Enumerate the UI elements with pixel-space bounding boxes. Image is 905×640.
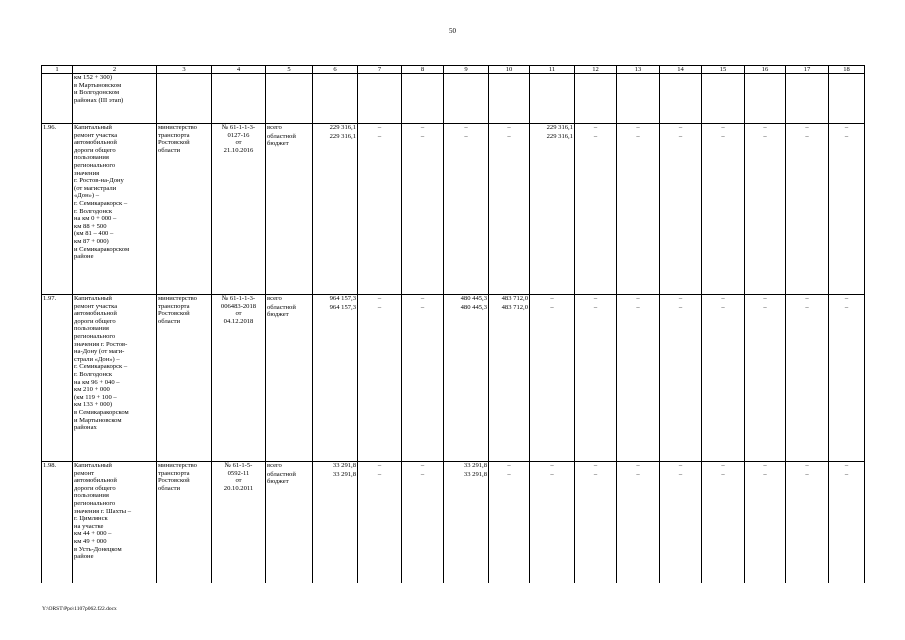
value-cell: 33 291,8 <box>444 462 489 471</box>
value-cell: 480 445,3 <box>444 304 489 462</box>
value-cell: – <box>575 304 617 462</box>
col-number-header: 1 <box>42 66 73 74</box>
value-cell: 33 291,8 <box>313 462 358 471</box>
value-cell: – <box>702 133 745 295</box>
value-cell: – <box>575 471 617 583</box>
value-cell: – <box>745 304 786 462</box>
value-cell: – <box>358 471 402 583</box>
value-cell: 229 316,1 <box>313 133 358 295</box>
col-number-header: 2 <box>73 66 157 74</box>
column-number-row <box>42 66 865 74</box>
value-cell: – <box>402 462 444 471</box>
value-cell: – <box>575 124 617 133</box>
col-number-header: 3 <box>157 66 212 74</box>
value-cell: – <box>617 304 660 462</box>
value-cell: – <box>829 124 865 133</box>
file-path: Y:\ORST\Ppo\1107p062.f22.docx <box>42 606 117 612</box>
row-number: 1.98. <box>42 462 73 583</box>
value-cell: – <box>786 295 829 304</box>
value-cell: – <box>660 471 702 583</box>
value-cell: 229 316,1 <box>313 124 358 133</box>
customer: министерство транспорта Ростовской области <box>157 462 212 583</box>
col-number-header: 7 <box>358 66 402 74</box>
value-cell: – <box>660 462 702 471</box>
row-number: 1.97. <box>42 295 73 462</box>
value-cell: – <box>660 295 702 304</box>
value-cell: – <box>575 295 617 304</box>
value-cell: – <box>786 133 829 295</box>
value-cell: 229 316,1 <box>530 124 575 133</box>
value-cell: – <box>402 124 444 133</box>
value-cell: – <box>829 295 865 304</box>
program-table <box>41 65 865 583</box>
value-cell: – <box>660 124 702 133</box>
value-cell: – <box>702 471 745 583</box>
project-row-total <box>42 462 865 471</box>
document-ref: № 61-1-5- 0592-11 от 20.10.2011 <box>212 462 266 583</box>
value-cell: 229 316,1 <box>530 133 575 295</box>
col-number-header: 8 <box>402 66 444 74</box>
value-cell: – <box>444 124 489 133</box>
continuation-row <box>42 74 865 124</box>
value-cell: – <box>745 295 786 304</box>
funding-source: областной бюджет <box>266 304 313 462</box>
value-cell: – <box>358 304 402 462</box>
value-cell: – <box>702 124 745 133</box>
value-cell: – <box>530 295 575 304</box>
col-number-header: 11 <box>530 66 575 74</box>
col-number-header: 6 <box>313 66 358 74</box>
col-number-header: 14 <box>660 66 702 74</box>
value-cell: – <box>829 304 865 462</box>
value-cell: – <box>489 124 530 133</box>
value-cell: – <box>660 304 702 462</box>
value-cell: – <box>444 133 489 295</box>
col-number-header: 13 <box>617 66 660 74</box>
value-cell: – <box>530 304 575 462</box>
value-cell: – <box>358 124 402 133</box>
value-cell: – <box>786 471 829 583</box>
value-cell: – <box>530 471 575 583</box>
value-cell: – <box>702 295 745 304</box>
funding-source: областной бюджет <box>266 471 313 583</box>
col-number-header: 17 <box>786 66 829 74</box>
value-cell: – <box>702 462 745 471</box>
row-number: 1.96. <box>42 124 73 295</box>
funding-source: всего <box>266 295 313 304</box>
value-cell: – <box>617 133 660 295</box>
customer: министерство транспорта Ростовской области <box>157 124 212 295</box>
value-cell: – <box>829 462 865 471</box>
page-number: 50 <box>449 27 456 35</box>
project-row-total <box>42 124 865 133</box>
value-cell: – <box>402 304 444 462</box>
value-cell: – <box>402 471 444 583</box>
value-cell: 33 291,8 <box>313 471 358 583</box>
value-cell: – <box>489 471 530 583</box>
col-number-header: 5 <box>266 66 313 74</box>
value-cell: – <box>617 295 660 304</box>
object-name: Капитальный ремонт автомобильной дороги общего пользования регионального значения г. Шахты – г. Цимлянск на участке км 44 + 000 – км 49 + 000 в Усть-Донецком районе <box>73 462 157 583</box>
value-cell: 483 712,0 <box>489 304 530 462</box>
value-cell: – <box>786 462 829 471</box>
value-cell: – <box>489 462 530 471</box>
value-cell: – <box>617 462 660 471</box>
document-ref: № 61-1-1-3- 0127-16 от 21.10.2016 <box>212 124 266 295</box>
funding-source: всего <box>266 462 313 471</box>
value-cell: – <box>530 462 575 471</box>
object-name: Капитальный ремонт участка автомобильной дороги общего пользования регионального значения г. Ростов- на-Дону (от маги- страли «Дон») – г. Семикаракорск – г. Волгодонск на км 96 + 040 – км 210 + 000 (км 119 + 100 – км 133 + 000) в Семикаракорском и Мартыновском районах <box>73 295 157 462</box>
object-name: Капитальный ремонт участка автомобильной дороги общего пользования регионального значения г. Ростов-на-Дону (от магистрали «Дон») – г. Семикаракорск – г. Волгодонск на км 0 + 000 – км 88 + 500 (км 81 – 400 – км 87 + 000) и Семикаракорском районе <box>73 124 157 295</box>
value-cell: – <box>829 471 865 583</box>
value-cell: – <box>617 124 660 133</box>
value-cell: 483 712,0 <box>489 295 530 304</box>
continuation-name: км 152 + 300) в Мартыновском и Волгодонском районах (III этап) <box>73 74 157 124</box>
value-cell: 964 157,3 <box>313 295 358 304</box>
value-cell: – <box>358 133 402 295</box>
value-cell: 480 445,3 <box>444 295 489 304</box>
funding-source: областной бюджет <box>266 133 313 295</box>
value-cell: – <box>786 124 829 133</box>
col-number-header: 15 <box>702 66 745 74</box>
value-cell: – <box>402 295 444 304</box>
value-cell: – <box>745 462 786 471</box>
value-cell: – <box>829 133 865 295</box>
value-cell: – <box>786 304 829 462</box>
value-cell: – <box>575 133 617 295</box>
value-cell: – <box>702 304 745 462</box>
value-cell: – <box>617 471 660 583</box>
col-number-header: 16 <box>745 66 786 74</box>
value-cell: – <box>745 471 786 583</box>
value-cell: – <box>358 295 402 304</box>
customer: министерство транспорта Ростовской области <box>157 295 212 462</box>
col-number-header: 18 <box>829 66 865 74</box>
value-cell: – <box>358 462 402 471</box>
value-cell: – <box>402 133 444 295</box>
col-number-header: 12 <box>575 66 617 74</box>
value-cell: 33 291,8 <box>444 471 489 583</box>
col-number-header: 9 <box>444 66 489 74</box>
value-cell: 964 157,3 <box>313 304 358 462</box>
funding-source: всего <box>266 124 313 133</box>
value-cell: – <box>575 462 617 471</box>
col-number-header: 10 <box>489 66 530 74</box>
value-cell: – <box>489 133 530 295</box>
col-number-header: 4 <box>212 66 266 74</box>
value-cell: – <box>745 133 786 295</box>
value-cell: – <box>660 133 702 295</box>
value-cell: – <box>745 124 786 133</box>
document-ref: № 61-1-1-3- 006483-2018 от 04.12.2018 <box>212 295 266 462</box>
project-row-total <box>42 295 865 304</box>
